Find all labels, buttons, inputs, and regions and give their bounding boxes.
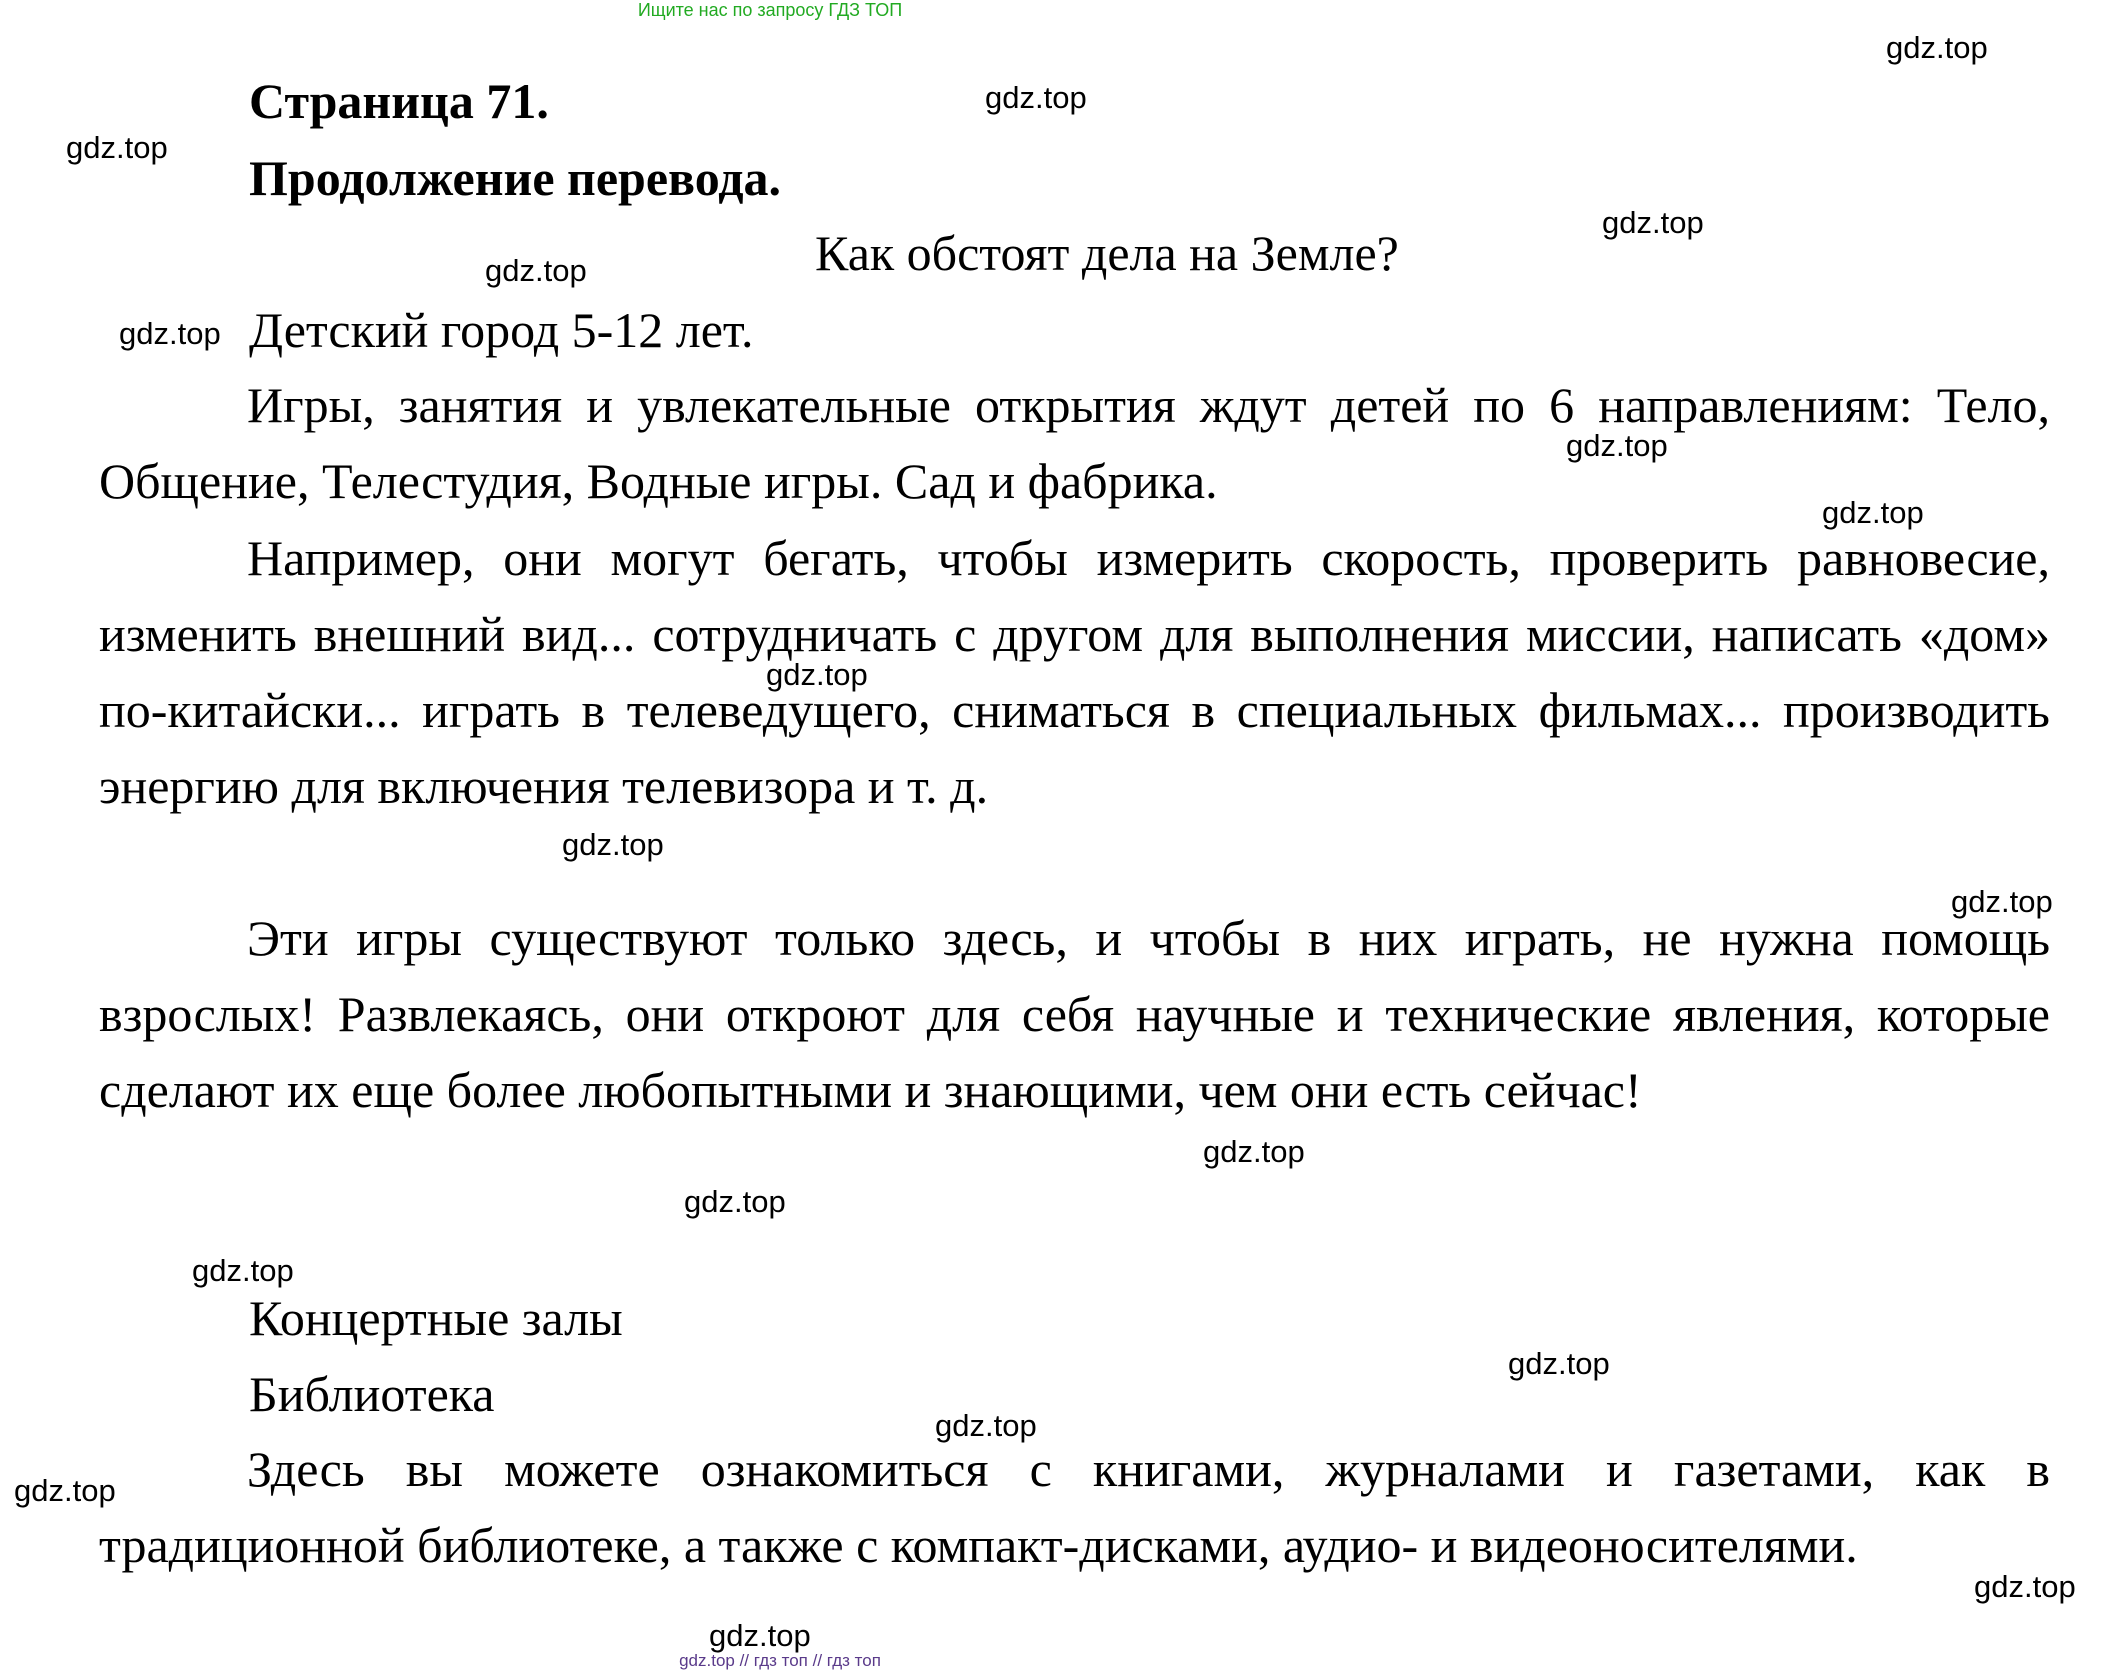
watermark: gdz.top [1602,205,1704,240]
watermark: gdz.top [985,80,1087,115]
watermark: gdz.top [14,1473,116,1508]
paragraph-games: Эти игры существуют только здесь, и чтобы в них играть, не нужна помощь взрослых! Развлекаясь, они откроют для себя научные и технические явления, которые сделают их еще более любопытными и знающими, чем они есть сейчас! [99,910,2050,1118]
page-number-heading: Страница 71. [249,73,549,129]
watermark: gdz.top [1974,1569,2076,1604]
watermark: gdz.top [1822,495,1924,530]
watermark: gdz.top [1951,884,2053,919]
paragraph-library: Здесь вы можете ознакомиться с книгами, журналами и газетами, как в традиционной библиотеке, а также с компакт-дисками, аудио- и видеоносителями. [99,1441,2050,1573]
watermark: gdz.top [766,657,868,692]
watermark: gdz.top [1203,1134,1305,1169]
concert-halls-heading: Концертные залы [249,1290,623,1346]
library-heading: Библиотека [249,1366,495,1422]
section-title: Как обстоят дела на Земле? [815,225,1399,281]
watermark: gdz.top [1886,30,1988,65]
watermark: gdz.top [1508,1346,1610,1381]
watermark: gdz.top [709,1618,811,1653]
paragraph-directions: Игры, занятия и увлекательные открытия ждут детей по 6 направлениям: Тело, Общение, Телестудия, Водные игры. Сад и фабрика. [99,377,2050,509]
watermark: gdz.top [192,1253,294,1288]
watermark: gdz.top [562,827,664,862]
bottom-banner: gdz.top // гдз топ // гдз топ [679,1651,881,1670]
watermark: gdz.top [1566,428,1668,463]
top-banner: Ищите нас по запросу ГДЗ ТОП [637,0,903,20]
watermark: gdz.top [935,1408,1037,1443]
paragraph-examples: Например, они могут бегать, чтобы измерить скорость, проверить равновесие, изменить внешний вид... сотрудничать с другом для выполнения миссии, написать «дом» по-китайски... играть в телеведущего, сниматься в специальных фильмах... производить энергию для включения телевизора и т. д. [99,530,2050,814]
watermark: gdz.top [66,130,168,165]
watermark: gdz.top [485,253,587,288]
kids-city-heading: Детский город 5-12 лет. [249,302,754,358]
watermark: gdz.top [119,316,221,351]
subtitle-heading: Продолжение перевода. [249,150,782,206]
watermark: gdz.top [684,1184,786,1219]
